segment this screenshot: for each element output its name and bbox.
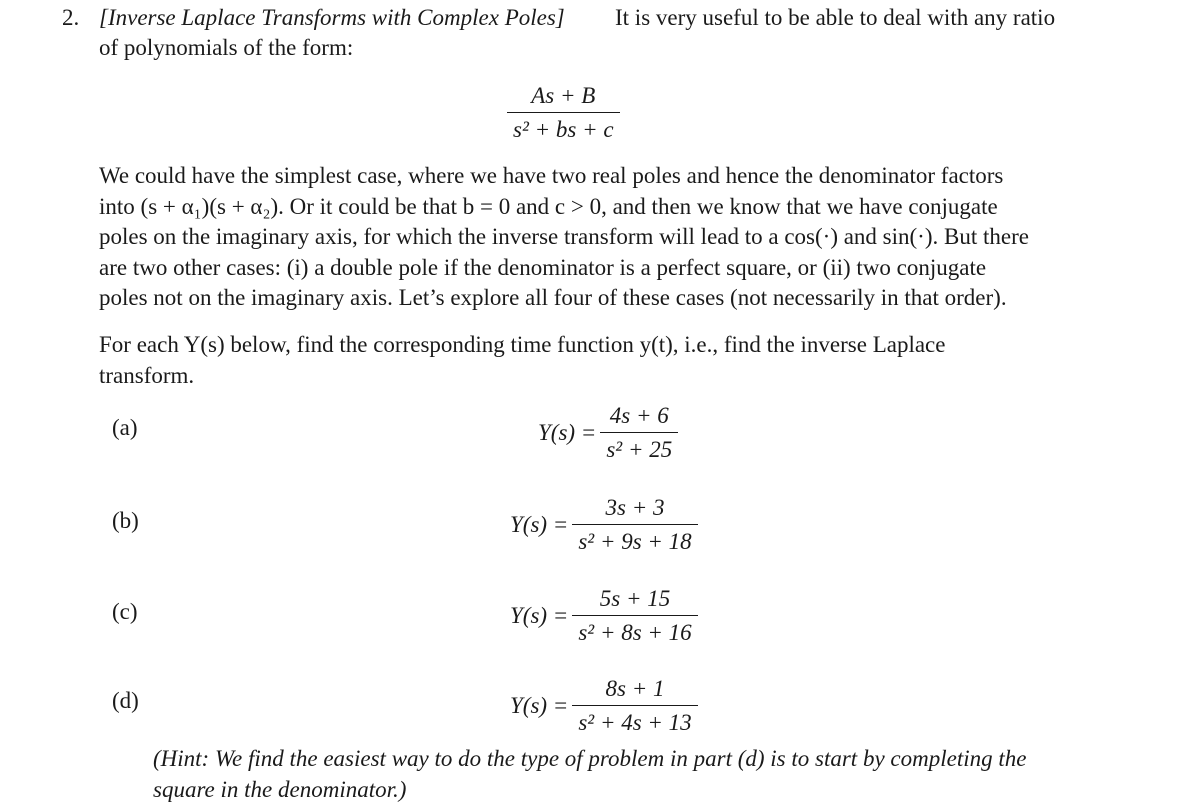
- general-form-fraction: [507, 82, 620, 144]
- part-b-denominator: s² + 9s + 18: [572, 524, 697, 556]
- part-c-numerator: 5s + 15: [599, 586, 671, 611]
- part-b-label: (b): [112, 508, 139, 533]
- part-a-denominator: s² + 25: [600, 432, 678, 464]
- problem-intro-line2: of polynomials of the form:: [99, 35, 354, 60]
- part-d-label: (d): [112, 688, 139, 713]
- part-c-lhs: Y(s) =: [510, 602, 569, 628]
- part-b-numerator: 3s + 3: [605, 495, 665, 520]
- paragraph-poles-line4: are two other cases: (i) a double pole if the denominator is a perfect square, or (ii) two conjugate: [99, 254, 987, 280]
- paragraph-task: [99, 330, 1109, 391]
- part-a-lhs: Y(s) =: [538, 419, 597, 445]
- problem-title: [Inverse Laplace Transforms with Complex Poles]: [99, 5, 565, 30]
- paragraph-poles: [99, 161, 1109, 314]
- paragraph-poles-line3: poles on the imaginary axis, for which the inverse transform will lead to a cos(·) and sin(·). But there: [99, 224, 1029, 249]
- paragraph-task-line2: transform.: [99, 362, 195, 388]
- part-c-equation: [510, 585, 698, 647]
- part-a-numerator: 4s + 6: [609, 403, 669, 428]
- part-c-label: (c): [112, 599, 138, 624]
- hint-line1: (Hint: We find the easiest way to do the type of problem in part (d) is to start by completing the: [153, 746, 1027, 771]
- paragraph-poles-line1: We could have the simplest case, where we have two real poles and hence the denominator factors: [99, 163, 1004, 188]
- general-form-denominator: s² + bs + c: [507, 112, 620, 144]
- hint-line2: square in the denominator.): [153, 776, 407, 802]
- problem-intro-line1: It is very useful to be able to deal with any ratio: [615, 5, 1056, 30]
- paragraph-poles-line5: poles not on the imaginary axis. Let’s explore all four of these cases (not necessarily in that order).: [99, 285, 1007, 310]
- part-d-lhs: Y(s) =: [510, 692, 569, 718]
- part-a-label: (a): [112, 415, 138, 440]
- part-d-equation: [510, 675, 698, 737]
- general-form-numerator: As + B: [531, 83, 596, 108]
- paragraph-task-line1: For each Y(s) below, find the corresponding time function y(t), i.e., find the inverse Laplace: [99, 332, 946, 357]
- problem-number: 2.: [62, 5, 80, 30]
- part-a-equation: [538, 402, 678, 464]
- part-c-denominator: s² + 8s + 16: [572, 615, 697, 647]
- part-b-lhs: Y(s) =: [510, 511, 569, 537]
- part-d-denominator: s² + 4s + 13: [572, 705, 697, 737]
- part-b-equation: [510, 494, 698, 556]
- paragraph-poles-line2: into (s + α₁)(s + α₂). Or it could be that b = 0 and c > 0, and then we know that we have conjugate: [99, 193, 998, 219]
- part-d-numerator: 8s + 1: [605, 676, 665, 701]
- hint: [153, 744, 1103, 805]
